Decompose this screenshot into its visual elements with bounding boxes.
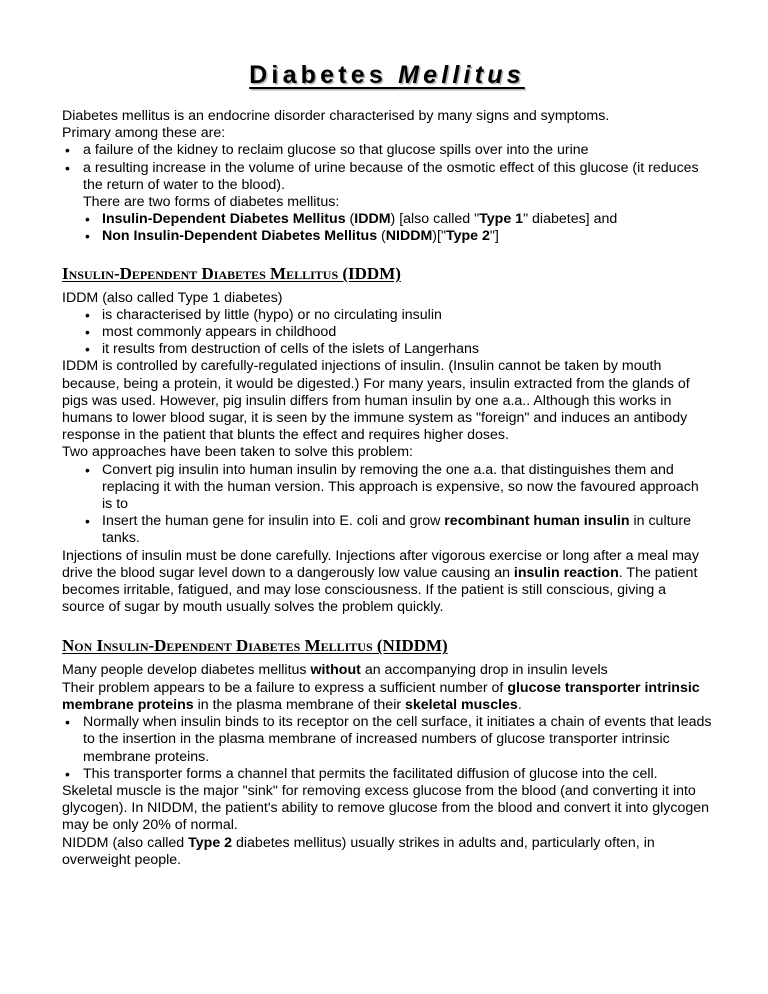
list-item: • Non Insulin-Dependent Diabetes Mellitus (NIDDM)["Type 2"]: [62, 228, 712, 245]
list-item: • Insulin-Dependent Diabetes Mellitus (IDDM) [also called "Type 1" diabetes] and: [62, 211, 712, 228]
iddm-heading: Insulin-Dependent Diabetes Mellitus (IDDM): [62, 263, 401, 283]
list-item: • This transporter forms a channel that permits the facilitated diffusion of glucose into the cell.: [62, 766, 712, 783]
list-item: • is characterised by little (hypo) or no circulating insulin: [62, 307, 712, 324]
niddm-line-2: Their problem appears to be a failure to express a sufficient number of glucose transporter intrinsic membrane proteins in the plasma membrane of their skeletal muscles.: [62, 679, 700, 713]
forms-list: [62, 211, 712, 245]
list-item: • most commonly appears in childhood: [62, 324, 712, 341]
iddm-approach-list: [62, 462, 712, 548]
iddm-paragraph-1: IDDM is controlled by carefully-regulated injections of insulin. (Insulin cannot be taken by mouth because, being a protein, it would be digested.) For many years, insulin extracted from the glands of pigs was used. However, pig insulin differs from human insulin by one a.a.. Although this works in humans to lower blood sugar, it is seen by the immune system as "foreign" and induces an antibody response in the patient that blunts the effect and requires higher doses.: [62, 358, 690, 444]
iddm-intro: IDDM (also called Type 1 diabetes): [62, 289, 283, 306]
intro-line-2: Primary among these are:: [62, 125, 226, 142]
list-item: • a resulting increase in the volume of urine because of the osmotic effect of this glucose (it reduces the return of water to the blood).: [62, 160, 712, 194]
intro-line-1: Diabetes mellitus is an endocrine disorder characterised by many signs and symptoms.: [62, 108, 610, 124]
iddm-approaches-intro: Two approaches have been taken to solve this problem:: [62, 444, 413, 461]
niddm-heading: Non Insulin-Dependent Diabetes Mellitus (NIDDM): [62, 636, 448, 656]
iddm-list: [62, 307, 712, 359]
niddm-paragraph-2: NIDDM (also called Type 2 diabetes mellitus) usually strikes in adults and, particularly often, in overweight people.: [62, 834, 655, 868]
list-item: • a failure of the kidney to reclaim glucose so that glucose spills over into the urine: [62, 142, 712, 159]
list-item: • Convert pig insulin into human insulin by removing the one a.a. that distinguishes them and replacing it with the human version. This approach is expensive, so now the favoured approach is to: [62, 462, 712, 514]
document-page: [62, 60, 712, 869]
symptom-list: [62, 142, 712, 194]
list-item: • Insert the human gene for insulin into E. coli and grow recombinant human insulin in culture tanks.: [62, 513, 712, 547]
niddm-line-1: Many people develop diabetes mellitus without an accompanying drop in insulin levels: [62, 662, 608, 679]
list-item: • it results from destruction of cells of the islets of Langerhans: [62, 341, 712, 358]
forms-intro: There are two forms of diabetes mellitus:: [83, 194, 340, 211]
niddm-list: [62, 714, 712, 783]
document-title: Diabetes Mellitus: [249, 61, 525, 89]
niddm-paragraph-1: Skeletal muscle is the major "sink" for removing excess glucose from the blood (and converting it into glycogen). In NIDDM, the patient's ability to remove glucose from the blood and convert it into glycogen may be only 20% of normal.: [62, 782, 709, 834]
list-item: • Normally when insulin binds to its receptor on the cell surface, it initiates a chain of events that leads to the insertion in the plasma membrane of increased numbers of glucose transporter intrinsic membrane proteins.: [62, 714, 712, 766]
iddm-paragraph-2: Injections of insulin must be done carefully. Injections after vigorous exercise or long after a meal may drive the blood sugar level down to a dangerously low value causing an insulin reaction. The patient becomes irritable, fatigued, and may lose consciousness. If the patient is still conscious, giving a source of sugar by mouth usually solves the problem quickly.: [62, 547, 699, 616]
